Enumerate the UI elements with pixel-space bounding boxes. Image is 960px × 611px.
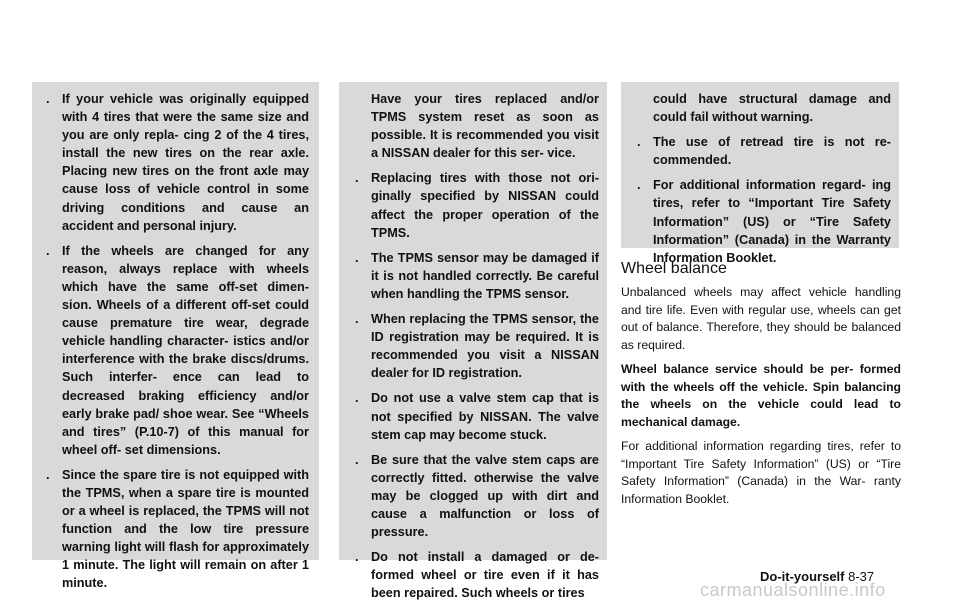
warning-box-column-2: [339, 82, 607, 601]
warning-text: Do not use a valve stem cap that is not specified by NISSAN. The valve stem cap may become stuck.: [371, 391, 599, 442]
page-number: 8-37: [848, 569, 875, 584]
warning-item: [629, 176, 891, 266]
bullet: .: [355, 250, 359, 265]
warning-item: [629, 133, 891, 169]
section-heading: Wheel balance: [621, 260, 727, 277]
paragraph: For additional information regarding tires, refer to “Important Tire Safety Information” (US) or “Tire Safety Information” (Canada) in the War- ranty Information Booklet.: [621, 439, 901, 506]
paragraph: Unbalanced wheels may affect vehicle handling and tire life. Even with regular use, wheels can get out of balance. Therefore, they should be balanced as required.: [621, 285, 901, 352]
warning-text: Replacing tires with those not ori- ginally specified by NISSAN could affect the proper operation of the TPMS.: [371, 171, 599, 240]
warning-text: For additional information regard- ing tires, refer to “Important Tire Safety Information” (US) or “Tire Safety Information” (Canada) in the Warranty Information Booklet.: [653, 178, 891, 265]
warning-box-column-1: [32, 82, 319, 591]
warning-list-1: [32, 82, 319, 593]
bullet: .: [355, 452, 359, 467]
warning-text: The TPMS sensor may be damaged if it is not handled correctly. Be careful when handling the TPMS sensor.: [371, 250, 599, 301]
warning-item: [347, 249, 599, 303]
warning-text: If the wheels are changed for any reason, always replace with wheels which have the same off-set dimen- sion. Wheels of a different off-set could cause premature tire wear, degrade vehicle handling character- istics and/or interference with the brake discs/drums. Such interfer- ence can lead to decreased braking efficiency and/or early brake pad/ shoe wear. See “Wheels and tires” (P.10-7) of this manual for wheel off- set dimensions.: [62, 243, 309, 457]
bullet: .: [355, 312, 359, 327]
bold-paragraph: Wheel balance service should be per- formed with the wheels off the vehicle. Spin balancing the wheels on the vehicle could lead to mechanical damage.: [621, 362, 901, 429]
bullet: .: [46, 467, 50, 482]
footer-section-name: Do-it-yourself: [760, 569, 845, 584]
warning-item: [347, 451, 599, 541]
wheel-balance-section: [621, 260, 901, 515]
warning-box-column-3: [621, 82, 899, 265]
warning-item: [347, 310, 599, 382]
bullet: .: [637, 178, 641, 193]
warning-item: [347, 548, 599, 602]
warning-continuation: [629, 90, 891, 126]
warning-item: [38, 242, 309, 459]
warning-item: [347, 169, 599, 241]
bullet: .: [355, 550, 359, 565]
warning-item: [38, 466, 309, 593]
warning-text: If your vehicle was originally equipped with 4 tires that were the same size and you are only repla- cing 2 of the 4 tires, install the new tires on the rear axle. Placing new tires on the front axle may cause loss of vehicle control in some driving conditions and cause an accident and personal injury.: [62, 92, 309, 233]
warning-text: When replacing the TPMS sensor, the ID registration may be required. It is recommended you visit a NISSAN dealer for ID registration.: [371, 312, 599, 381]
warning-list-3: [621, 82, 899, 267]
warning-list-2: [339, 82, 607, 602]
warning-item: [38, 90, 309, 235]
warning-text: The use of retread tire is not re- commended.: [653, 135, 891, 168]
warning-text: Since the spare tire is not equipped with the TPMS, when a spare tire is mounted or a wheel is replaced, the TPMS will not function and the low tire pressure warning light will flash for approximately 1 minute. The light will remain on after 1 minute.: [62, 467, 309, 591]
warning-text: could have structural damage and could fail without warning.: [653, 92, 891, 125]
warning-text: Have your tires replaced and/or TPMS system reset as soon as possible. It is recommended you visit a NISSAN dealer for this ser- vice.: [371, 92, 599, 161]
warning-continuation: [347, 90, 599, 162]
warning-text: Do not install a damaged or de- formed wheel or tire even if it has been repaired. Such wheels or tires: [371, 550, 599, 601]
bullet: .: [355, 391, 359, 406]
bullet: .: [46, 243, 50, 258]
bullet: .: [46, 92, 50, 106]
warning-item: [347, 389, 599, 443]
watermark: carmanualsonline.info: [700, 580, 886, 600]
bullet: .: [355, 171, 359, 186]
bullet: .: [637, 135, 641, 150]
warning-text: Be sure that the valve stem caps are correctly fitted. otherwise the valve may be clogged up with dirt and cause a malfunction or loss of pressure.: [371, 452, 599, 540]
